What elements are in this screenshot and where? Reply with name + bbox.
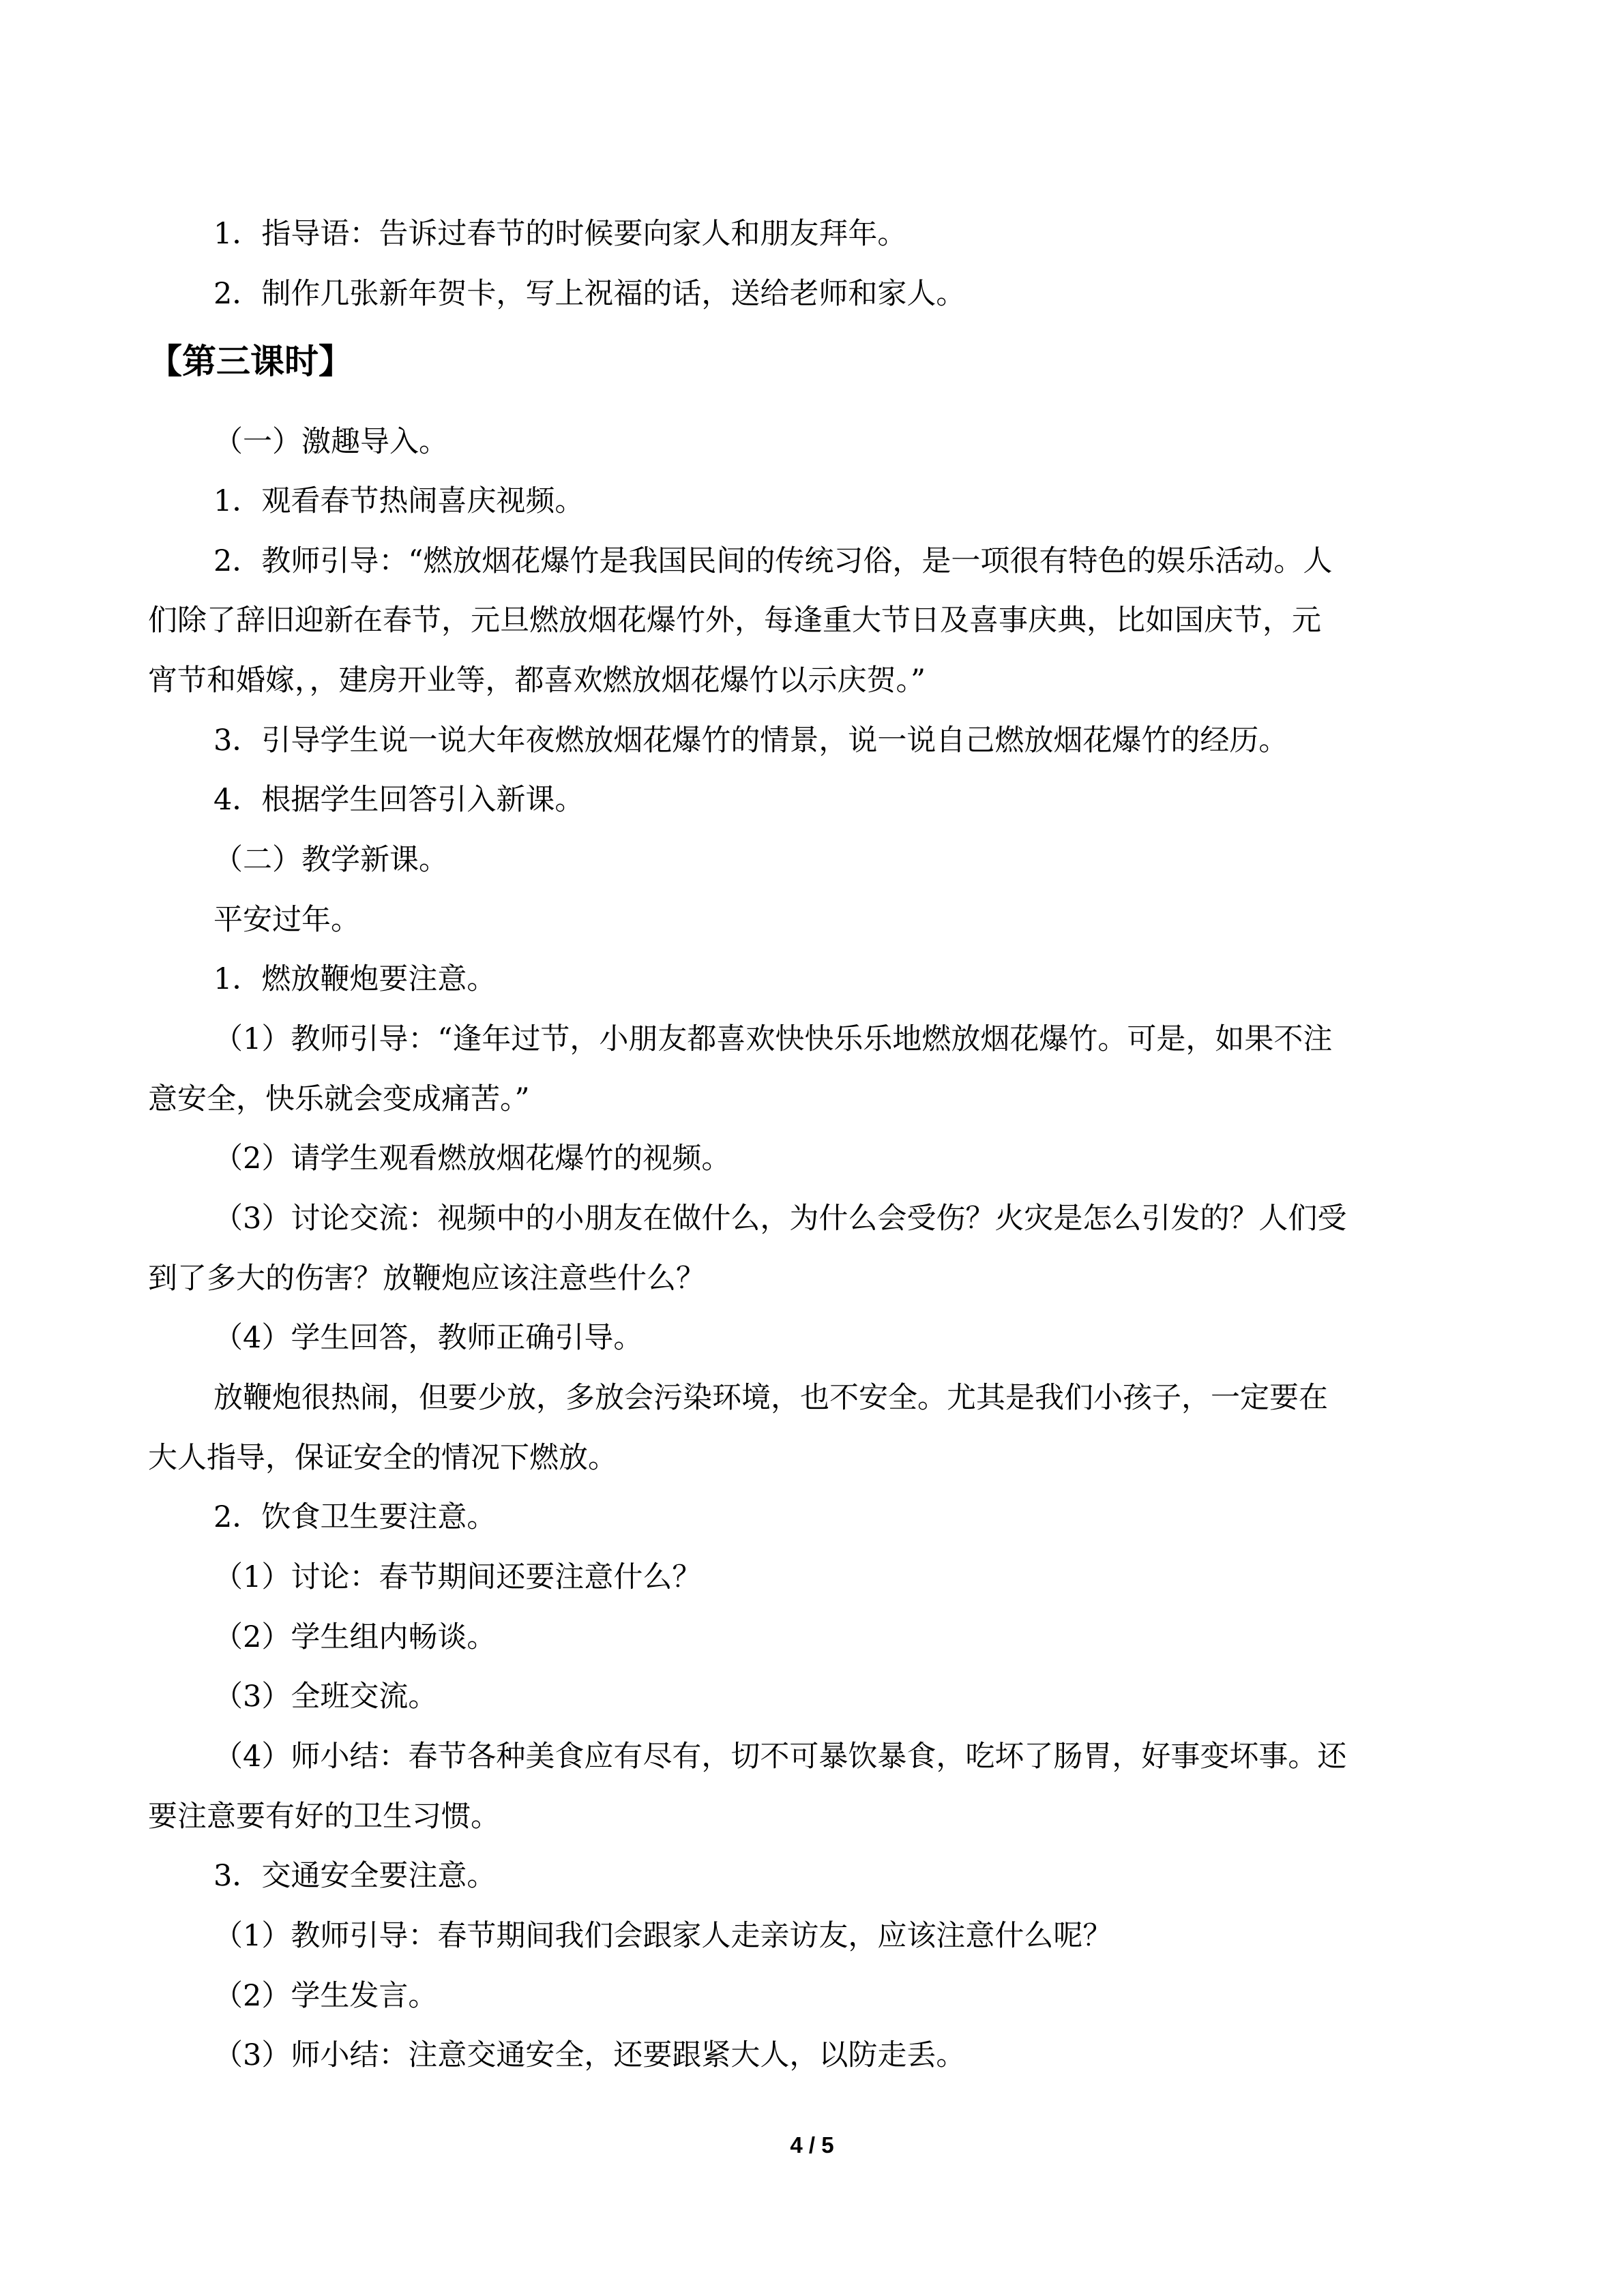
paragraph: 到了多大的伤害？放鞭炮应该注意些什么？ <box>148 1262 705 1296</box>
paragraph: 们除了辞旧迎新在春节，元旦燃放烟花爆竹外，每逢重大节日及喜事庆典，比如国庆节，元 <box>148 603 1321 638</box>
paragraph: 1．燃放鞭炮要注意。 <box>213 962 497 996</box>
paragraph: 意安全，快乐就会变成痛苦。” <box>148 1082 530 1116</box>
paragraph: （1）教师引导：“逢年过节，小朋友都喜欢快快乐乐地燃放烟花爆竹。可是，如果不注 <box>213 1022 1333 1056</box>
paragraph: 放鞭炮很热闹，但要少放，多放会污染环境，也不安全。尤其是我们小孩子，一定要在 <box>213 1381 1328 1415</box>
paragraph: 2．教师引导：“燃放烟花爆竹是我国民间的传统习俗，是一项很有特色的娱乐活动。人 <box>213 544 1333 578</box>
paragraph: （2）请学生观看燃放烟花爆竹的视频。 <box>213 1142 731 1176</box>
intro-item: 1．指导语：告诉过春节的时候要向家人和朋友拜年。 <box>213 217 907 251</box>
paragraph: 平安过年。 <box>213 903 360 937</box>
paragraph: （1）讨论：春节期间还要注意什么？ <box>213 1560 702 1594</box>
paragraph: 大人指导，保证安全的情况下燃放。 <box>148 1441 617 1475</box>
section-heading: 【第三课时】 <box>148 341 353 381</box>
paragraph: 3．交通安全要注意。 <box>213 1859 497 1893</box>
paragraph: （3）讨论交流：视频中的小朋友在做什么，为什么会受伤？火灾是怎么引发的？人们受 <box>213 1202 1347 1236</box>
paragraph: 4．根据学生回答引入新课。 <box>213 783 585 817</box>
paragraph: （一）激趣导入。 <box>213 425 448 459</box>
paragraph: （二）教学新课。 <box>213 843 448 877</box>
paragraph: 1．观看春节热闹喜庆视频。 <box>213 484 585 518</box>
page-number: 4 / 5 <box>790 2132 834 2158</box>
intro-item: 2．制作几张新年贺卡，写上祝福的话，送给老师和家人。 <box>213 277 966 311</box>
paragraph: （4）学生回答，教师正确引导。 <box>213 1321 643 1355</box>
paragraph: （4）师小结：春节各种美食应有尽有，切不可暴饮暴食，吃坏了肠胃，好事变坏事。还 <box>213 1740 1347 1774</box>
paragraph: （3）全班交流。 <box>213 1680 438 1714</box>
paragraph: （3）师小结：注意交通安全，还要跟紧大人，以防走丢。 <box>213 2038 966 2072</box>
paragraph: （1）教师引导：春节期间我们会跟家人走亲访友，应该注意什么呢？ <box>213 1919 1112 1953</box>
paragraph: （2）学生发言。 <box>213 1979 438 2013</box>
paragraph: （2）学生组内畅谈。 <box>213 1620 497 1654</box>
paragraph: 要注意要有好的卫生习惯。 <box>148 1800 500 1834</box>
paragraph: 宵节和婚嫁，，建房开业等，都喜欢燃放烟花爆竹以示庆贺。” <box>148 664 926 698</box>
paragraph: 2．饮食卫生要注意。 <box>213 1500 497 1534</box>
paragraph: 3．引导学生说一说大年夜燃放烟花爆竹的情景，说一说自己燃放烟花爆竹的经历。 <box>213 724 1288 758</box>
